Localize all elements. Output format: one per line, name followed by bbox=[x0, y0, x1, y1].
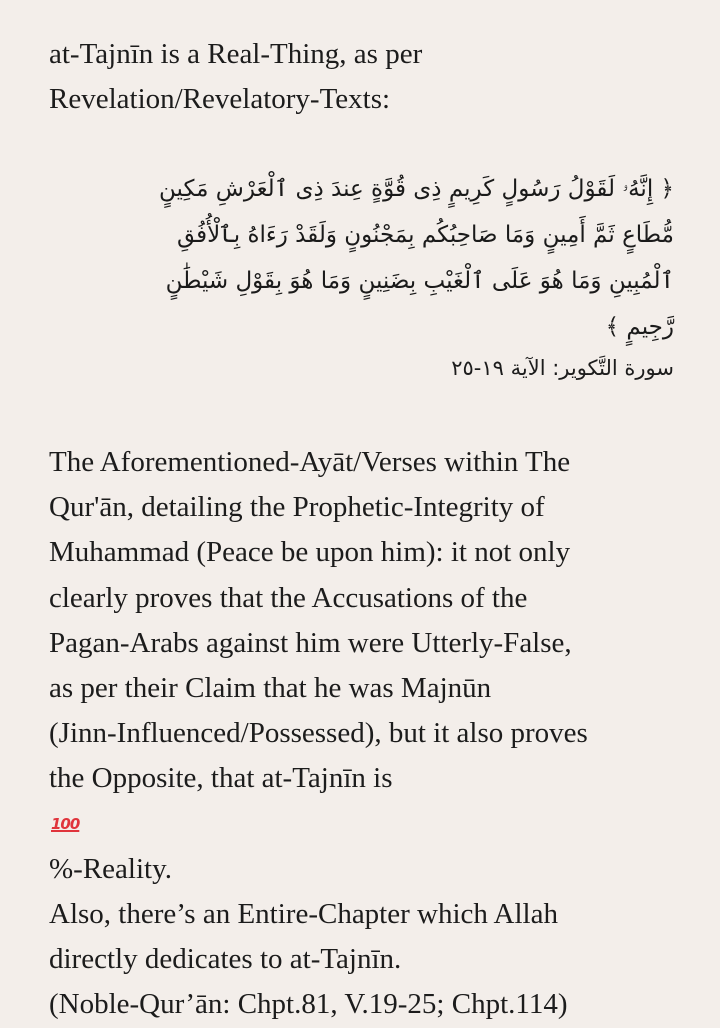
body-line: Pagan-Arabs against him were Utterly-False, bbox=[49, 626, 572, 659]
body-line-emoji bbox=[49, 756, 674, 892]
quran-line: مُّطَاعٍ ثَمَّ أَمِينٍ وَمَا صَاحِبُكُم بِمَجْنُونٍ وَلَقَدْ رَءَاهُ بِٱلْأُفُقِ bbox=[176, 222, 674, 248]
body-line-text: %-Reality. bbox=[49, 852, 172, 885]
body-line: clearly proves that the Accusations of the bbox=[49, 581, 528, 614]
hundred-points-emoji-icon: 100 bbox=[51, 814, 80, 833]
quran-line: ٱلْمُبِينِ وَمَا هُوَ عَلَى ٱلْغَيْبِ بِضَنِينٍ وَمَا هُوَ بِقَوْلِ شَيْطَٰنٍ bbox=[165, 268, 674, 294]
quran-verses bbox=[49, 166, 674, 350]
body-line: Also, there’s an Entire-Chapter which Allah bbox=[49, 898, 558, 931]
body-line: The Aforementioned-Ayāt/Verses within The bbox=[49, 446, 571, 478]
body-line-text: the Opposite, that at-Tajnīn is bbox=[49, 762, 393, 795]
intro-line: Revelation/Revelatory-Texts: bbox=[49, 83, 391, 115]
intro-paragraph bbox=[49, 32, 674, 122]
body-line: Muhammad (Peace be upon him): it not only bbox=[49, 536, 571, 569]
body-line: directly dedicates to at-Tajnīn. bbox=[49, 943, 402, 976]
body-paragraph bbox=[49, 440, 674, 1028]
surah-reference: سورة التَّكوير: الآية ١٩-٢٥ bbox=[451, 356, 674, 380]
body-line: as per their Claim that he was Majnūn bbox=[49, 672, 492, 705]
intro-line: at-Tajnīn is a Real-Thing, as per bbox=[49, 38, 423, 70]
body-line: (Jinn-Influenced/Possessed), but it also proves bbox=[49, 717, 588, 750]
citation-line: (Noble-Qur’ān: Chpt.81, V.19-25; Chpt.114) bbox=[49, 988, 568, 1021]
body-line: Qur'ān, detailing the Prophetic-Integrity of bbox=[49, 491, 545, 524]
quran-line: رَّجِيمٍ ﴾ bbox=[605, 314, 674, 340]
quran-line: ﴿ إِنَّهُۥ لَقَوْلُ رَسُولٍ كَرِيمٍ ذِى قُوَّةٍ عِندَ ذِى ٱلْعَرْشِ مَكِينٍ bbox=[159, 176, 674, 202]
